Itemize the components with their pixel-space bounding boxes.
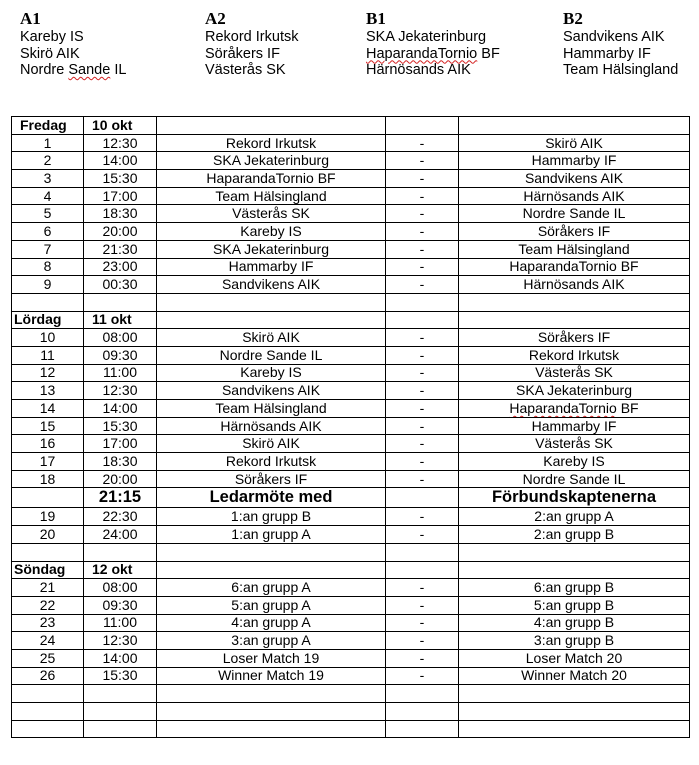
vs-separator: -	[386, 400, 459, 418]
empty-cell	[157, 311, 386, 329]
home-team: 5:an grupp A	[157, 596, 386, 614]
match-row	[12, 596, 690, 614]
home-team: SKA Jekaterinburg	[157, 240, 386, 258]
match-row	[12, 526, 690, 544]
match-time: 17:00	[84, 187, 157, 205]
team-name: Hammarby IF	[563, 45, 651, 62]
vs-separator: -	[386, 470, 459, 488]
match-number: 19	[12, 508, 84, 526]
empty-cell	[459, 293, 690, 311]
match-time: 18:30	[84, 453, 157, 471]
match-time: 14:00	[84, 649, 157, 667]
spellcheck-underline: Sande	[68, 62, 111, 78]
match-row	[12, 417, 690, 435]
home-team: 1:an grupp A	[157, 526, 386, 544]
empty-cell	[386, 488, 459, 508]
vs-separator: -	[386, 364, 459, 382]
match-row	[12, 470, 690, 488]
away-team: Söråkers IF	[459, 329, 690, 347]
team-name: Skirö AIK	[20, 45, 80, 62]
vs-separator: -	[386, 258, 459, 276]
day-name: Lördag	[12, 311, 84, 329]
home-team: Kareby IS	[157, 364, 386, 382]
home-team: Rekord Irkutsk	[157, 453, 386, 471]
match-number: 11	[12, 346, 84, 364]
vs-separator: -	[386, 382, 459, 400]
match-time: 22:30	[84, 508, 157, 526]
match-time: 15:30	[84, 667, 157, 685]
vs-separator: -	[386, 346, 459, 364]
match-row	[12, 187, 690, 205]
match-time: 14:00	[84, 400, 157, 418]
day-header-row	[12, 561, 690, 579]
away-team: Hammarby IF	[459, 417, 690, 435]
match-time: 12:30	[84, 632, 157, 650]
away-team: 4:an grupp B	[459, 614, 690, 632]
home-team: Hammarby IF	[157, 258, 386, 276]
match-time: 11:00	[84, 614, 157, 632]
empty-row	[12, 720, 690, 738]
match-time: 17:00	[84, 435, 157, 453]
empty-cell	[386, 703, 459, 721]
match-number: 2	[12, 152, 84, 170]
vs-separator: -	[386, 170, 459, 188]
empty-cell	[157, 293, 386, 311]
home-team: SKA Jekaterinburg	[157, 152, 386, 170]
day-name: Fredag	[12, 117, 84, 135]
empty-cell	[157, 543, 386, 561]
day-header-row	[12, 117, 690, 135]
empty-cell	[386, 543, 459, 561]
match-number: 17	[12, 453, 84, 471]
empty-cell	[157, 561, 386, 579]
match-number: 1	[12, 134, 84, 152]
away-team: 2:an grupp B	[459, 526, 690, 544]
home-team: Team Hälsingland	[157, 187, 386, 205]
empty-cell	[84, 720, 157, 738]
match-number: 14	[12, 400, 84, 418]
away-team: Loser Match 20	[459, 649, 690, 667]
match-number: 7	[12, 240, 84, 258]
away-team: Hammarby IF	[459, 152, 690, 170]
match-row	[12, 329, 690, 347]
away-team: Nordre Sande IL	[459, 205, 690, 223]
match-time: 21:30	[84, 240, 157, 258]
away-team: SKA Jekaterinburg	[459, 382, 690, 400]
match-time: 00:30	[84, 276, 157, 294]
vs-separator: -	[386, 276, 459, 294]
match-number: 21	[12, 579, 84, 597]
match-time: 20:00	[84, 223, 157, 241]
empty-cell	[84, 703, 157, 721]
group-heading: B2	[563, 9, 583, 28]
match-row	[12, 170, 690, 188]
empty-row	[12, 703, 690, 721]
vs-separator: -	[386, 508, 459, 526]
empty-cell	[459, 311, 690, 329]
empty-cell	[12, 685, 84, 703]
match-time: 20:00	[84, 470, 157, 488]
empty-cell	[84, 293, 157, 311]
vs-separator: -	[386, 187, 459, 205]
schedule-table	[11, 116, 690, 738]
home-team: Västerås SK	[157, 205, 386, 223]
match-time: 15:30	[84, 417, 157, 435]
match-number: 18	[12, 470, 84, 488]
empty-row	[12, 543, 690, 561]
team-name: Rekord Irkutsk	[205, 29, 299, 45]
day-date: 11 okt	[84, 311, 157, 329]
match-number: 3	[12, 170, 84, 188]
match-time: 15:30	[84, 170, 157, 188]
away-team: Nordre Sande IL	[459, 470, 690, 488]
empty-cell	[386, 293, 459, 311]
home-team: Sandvikens AIK	[157, 276, 386, 294]
home-team: Söråkers IF	[157, 470, 386, 488]
away-team: 5:an grupp B	[459, 596, 690, 614]
vs-separator: -	[386, 205, 459, 223]
match-row	[12, 258, 690, 276]
day-date: 12 okt	[84, 561, 157, 579]
match-time: 11:00	[84, 364, 157, 382]
match-row	[12, 614, 690, 632]
match-time: 09:30	[84, 596, 157, 614]
match-number: 23	[12, 614, 84, 632]
vs-separator: -	[386, 632, 459, 650]
match-number: 12	[12, 364, 84, 382]
match-time: 08:00	[84, 579, 157, 597]
group-a2	[205, 9, 298, 79]
away-team: 3:an grupp B	[459, 632, 690, 650]
team-name: Nordre Sande IL	[20, 62, 127, 78]
match-number: 8	[12, 258, 84, 276]
vs-separator: -	[386, 579, 459, 597]
home-team: Rekord Irkutsk	[157, 134, 386, 152]
empty-cell	[157, 703, 386, 721]
empty-cell	[84, 543, 157, 561]
match-number: 20	[12, 526, 84, 544]
match-number: 15	[12, 417, 84, 435]
away-team: Kareby IS	[459, 453, 690, 471]
away-team: Härnösands AIK	[459, 187, 690, 205]
team-name: Team Hälsingland	[563, 62, 679, 78]
match-row	[12, 579, 690, 597]
away-team: 2:an grupp A	[459, 508, 690, 526]
match-row	[12, 508, 690, 526]
match-time: 24:00	[84, 526, 157, 544]
match-row	[12, 435, 690, 453]
away-team: Söråkers IF	[459, 223, 690, 241]
vs-separator: -	[386, 526, 459, 544]
away-team: Härnösands AIK	[459, 276, 690, 294]
empty-cell	[12, 543, 84, 561]
empty-cell	[157, 685, 386, 703]
match-number: 25	[12, 649, 84, 667]
empty-cell	[157, 117, 386, 135]
meeting-text: Ledarmöte med	[157, 488, 386, 508]
empty-cell	[386, 720, 459, 738]
vs-separator: -	[386, 240, 459, 258]
empty-cell	[459, 561, 690, 579]
empty-cell	[459, 117, 690, 135]
match-row	[12, 453, 690, 471]
schedule-body	[12, 117, 690, 738]
empty-cell	[459, 685, 690, 703]
match-row	[12, 364, 690, 382]
match-number: 5	[12, 205, 84, 223]
match-row	[12, 346, 690, 364]
match-number: 9	[12, 276, 84, 294]
spellcheck-underline: HaparandaTornio	[366, 45, 478, 62]
vs-separator: -	[386, 649, 459, 667]
match-row	[12, 382, 690, 400]
away-team: HaparandaTornio BF	[459, 400, 690, 418]
empty-cell	[12, 293, 84, 311]
empty-cell	[157, 720, 386, 738]
match-row	[12, 152, 690, 170]
match-row	[12, 667, 690, 685]
group-heading: B1	[366, 9, 386, 28]
match-row	[12, 134, 690, 152]
match-time: 18:30	[84, 205, 157, 223]
away-team: HaparandaTornio BF	[459, 258, 690, 276]
match-row	[12, 240, 690, 258]
meeting-row	[12, 488, 690, 508]
match-number: 13	[12, 382, 84, 400]
empty-row	[12, 293, 690, 311]
vs-separator: -	[386, 134, 459, 152]
match-number: 16	[12, 435, 84, 453]
vs-separator: -	[386, 152, 459, 170]
team-name: Kareby IS	[20, 29, 84, 45]
vs-separator: -	[386, 453, 459, 471]
home-team: Sandvikens AIK	[157, 382, 386, 400]
empty-cell	[386, 311, 459, 329]
home-team: HaparandaTornio BF	[157, 170, 386, 188]
group-heading: A1	[20, 9, 41, 28]
home-team: 6:an grupp A	[157, 579, 386, 597]
match-time: 23:00	[84, 258, 157, 276]
home-team: 4:an grupp A	[157, 614, 386, 632]
home-team: 3:an grupp A	[157, 632, 386, 650]
empty-cell	[459, 703, 690, 721]
group-a1	[20, 9, 126, 79]
match-row	[12, 205, 690, 223]
away-team: Rekord Irkutsk	[459, 346, 690, 364]
match-time: 12:30	[84, 134, 157, 152]
vs-separator: -	[386, 435, 459, 453]
match-number: 10	[12, 329, 84, 347]
home-team: Härnösands AIK	[157, 417, 386, 435]
home-team: Skirö AIK	[157, 329, 386, 347]
team-name: Västerås SK	[205, 62, 286, 78]
match-row	[12, 276, 690, 294]
empty-cell	[386, 117, 459, 135]
empty-cell	[12, 720, 84, 738]
empty-cell	[12, 703, 84, 721]
match-number: 26	[12, 667, 84, 685]
vs-separator: -	[386, 667, 459, 685]
home-team: Kareby IS	[157, 223, 386, 241]
vs-separator: -	[386, 417, 459, 435]
vs-separator: -	[386, 614, 459, 632]
group-b1	[366, 9, 500, 79]
match-row	[12, 632, 690, 650]
away-team: Skirö AIK	[459, 134, 690, 152]
match-row	[12, 400, 690, 418]
match-number: 22	[12, 596, 84, 614]
match-time: 08:00	[84, 329, 157, 347]
match-row	[12, 223, 690, 241]
empty-cell	[12, 488, 84, 508]
day-header-row	[12, 311, 690, 329]
away-team: Västerås SK	[459, 364, 690, 382]
match-number: 6	[12, 223, 84, 241]
meeting-text: Förbundskaptenerna	[459, 488, 690, 508]
home-team: Nordre Sande IL	[157, 346, 386, 364]
home-team: 1:an grupp B	[157, 508, 386, 526]
vs-separator: -	[386, 223, 459, 241]
empty-cell	[459, 543, 690, 561]
match-number: 24	[12, 632, 84, 650]
home-team: Loser Match 19	[157, 649, 386, 667]
empty-cell	[459, 720, 690, 738]
away-team: Sandvikens AIK	[459, 170, 690, 188]
groups-header	[0, 0, 699, 90]
team-name: Härnösands AIK	[366, 62, 471, 78]
match-time: 14:00	[84, 152, 157, 170]
meeting-time: 21:15	[84, 488, 157, 508]
match-row	[12, 649, 690, 667]
match-number: 4	[12, 187, 84, 205]
match-time: 12:30	[84, 382, 157, 400]
empty-cell	[84, 685, 157, 703]
day-date: 10 okt	[84, 117, 157, 135]
away-team: 6:an grupp B	[459, 579, 690, 597]
home-team: Team Hälsingland	[157, 400, 386, 418]
empty-cell	[386, 685, 459, 703]
vs-separator: -	[386, 596, 459, 614]
team-name: HaparandaTornio BF	[366, 45, 500, 62]
away-team: Winner Match 20	[459, 667, 690, 685]
away-team: Västerås SK	[459, 435, 690, 453]
day-name: Söndag	[12, 561, 84, 579]
empty-row	[12, 685, 690, 703]
team-name: SKA Jekaterinburg	[366, 29, 487, 45]
away-team: Team Hälsingland	[459, 240, 690, 258]
vs-separator: -	[386, 329, 459, 347]
spellcheck-underline: HaparandaTornio	[509, 399, 617, 416]
team-name: Söråkers IF	[205, 45, 280, 62]
team-name: Sandvikens AIK	[563, 29, 665, 45]
group-b2	[563, 9, 678, 79]
home-team: Winner Match 19	[157, 667, 386, 685]
home-team: Skirö AIK	[157, 435, 386, 453]
empty-cell	[386, 561, 459, 579]
group-heading: A2	[205, 9, 226, 28]
match-time: 09:30	[84, 346, 157, 364]
